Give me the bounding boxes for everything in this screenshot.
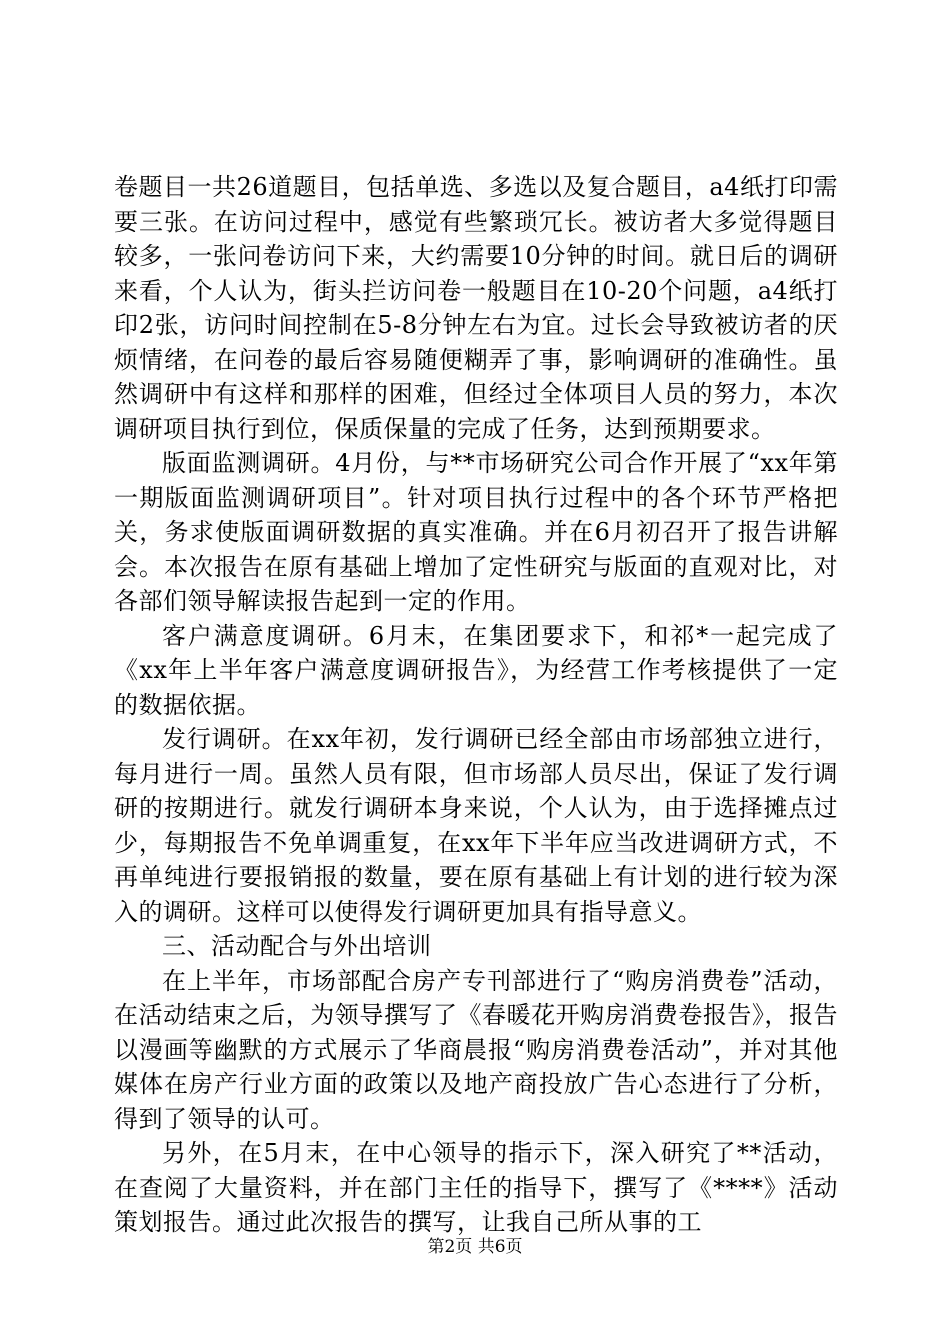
page-footer: 第2页 共6页 (427, 1237, 523, 1257)
paragraph-activity-planning: 另外，在5月末，在中心领导的指示下，深入研究了**活动，在查阅了大量资料，并在部门主任的指导下，撰写了《****》活动策划报告。通过此次报告的撰写，让我自己所从事的工 (114, 1139, 838, 1236)
section-heading-activities: 三、活动配合与外出培训 (162, 932, 432, 960)
paragraph-distribution-research: 发行调研。在xx年初，发行调研已经全部由市场部独立进行，每月进行一周。虽然人员有限，但市场部人员尽出，保证了发行调研的按期进行。就发行调研本身来说，个人认为，由于选择摊点过少，每期报告不免单调重复，在xx年下半年应当改进调研方式，不再单纯进行要报销报的数量，要在原有基础上有计划的进行较为深入的调研。这样可以使得发行调研更加具有指导意义。 (114, 725, 838, 926)
paragraph-layout-monitoring: 版面监测调研。4月份，与**市场研究公司合作开展了“xx年第一期版面监测调研项目”。针对项目执行过程中的各个环节严格把关，务求使版面调研数据的真实准确。并在6月初召开了报告讲解会。本次报告在原有基础上增加了定性研究与版面的直观对比，对各部们领导解读报告起到一定的作用。 (114, 449, 838, 615)
document-body (114, 170, 838, 1240)
paragraph-housing-voucher: 在上半年，市场部配合房产专刊部进行了“购房消费卷”活动，在活动结束之后，为领导撰写了《春暖花开购房消费卷报告》，报告以漫画等幽默的方式展示了华商晨报“购房消费卷活动”，并对其他媒体在房产行业方面的政策以及地产商投放广告心态进行了分析，得到了领导的认可。 (114, 966, 838, 1133)
paragraph-survey-continuation: 卷题目一共26道题目，包括单选、多选以及复合题目，a4纸打印需要三张。在访问过程中，感觉有些繁琐冗长。被访者大多觉得题目较多，一张问卷访问下来，大约需要10分钟的时间。就日后的调研来看，个人认为，街头拦访问卷一般题目在10-20个问题，a4纸打印2张，访问时间控制在5-8分钟左右为宜。过长会导致被访者的厌烦情绪，在问卷的最后容易随便糊弄了事，影响调研的准确性。虽然调研中有这样和那样的困难，但经过全体项目人员的努力，本次调研项目执行到位，保质保量的完成了任务，达到预期要求。 (114, 173, 838, 443)
paragraph-customer-satisfaction: 客户满意度调研。6月末，在集团要求下，和祁*一起完成了《xx年上半年客户满意度调研报告》，为经营工作考核提供了一定的数据依据。 (114, 621, 838, 719)
